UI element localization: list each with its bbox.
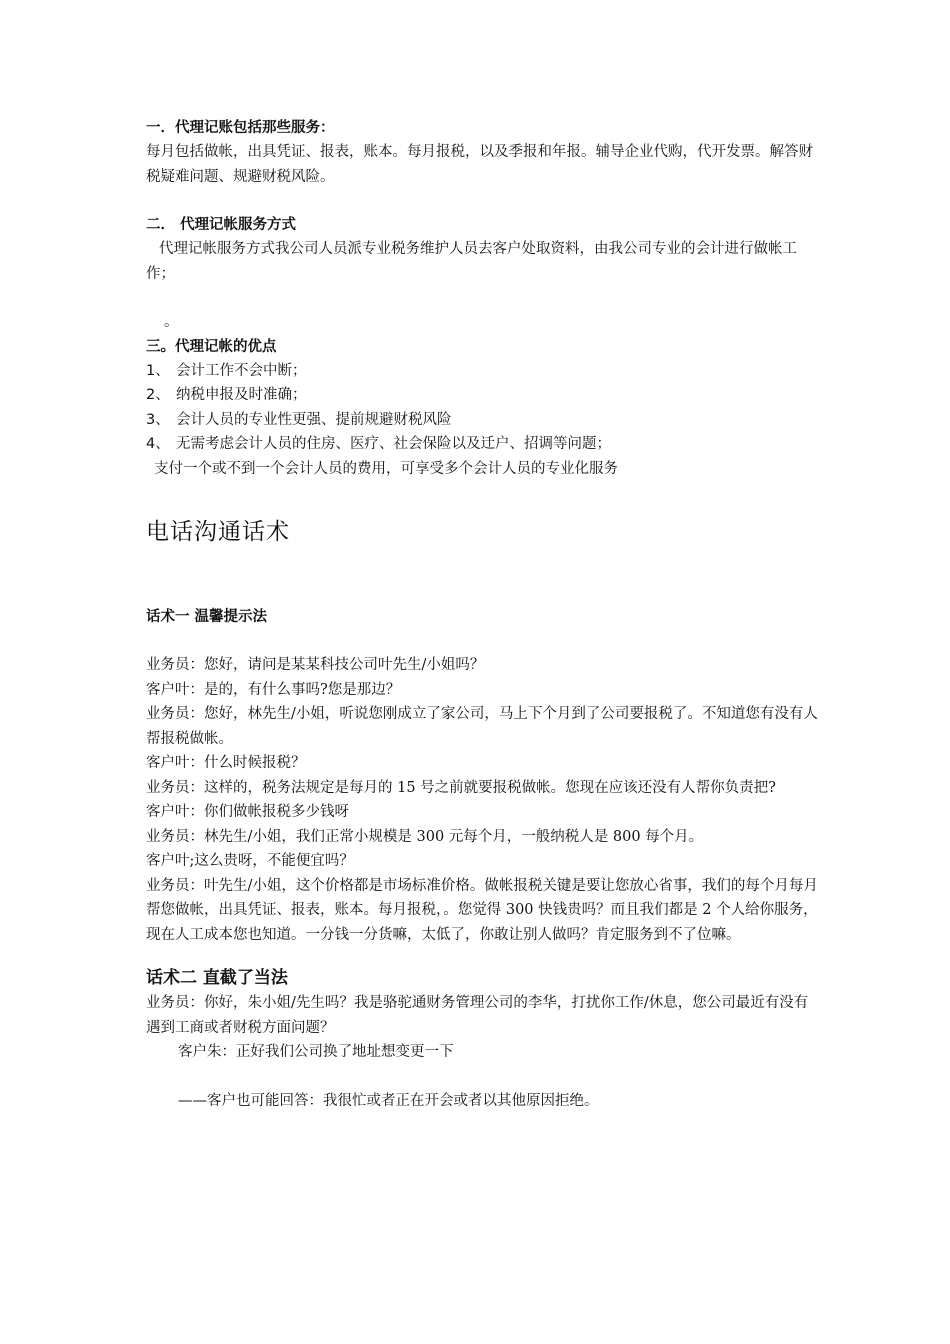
section2-dot: 。 <box>164 314 179 330</box>
advantage-num: 3、 <box>146 411 170 428</box>
advantage-item-3 <box>146 408 821 433</box>
section2-body: 代理记帐服务方式我公司人员派专业税务维护人员去客户处取资料，由我公司专业的会计进行做帐工作； <box>146 241 797 282</box>
advantage-num: 2、 <box>146 387 170 403</box>
script2-line-2: 客户朱：正好我们公司换了地址想变更一下 <box>178 1044 454 1060</box>
script1-line-1: 业务员：您好，请问是某某科技公司叶先生/小姐吗？ <box>146 657 485 673</box>
section1-heading: 一．代理记账包括那些服务： <box>146 120 335 136</box>
advantage-item-1 <box>146 359 821 384</box>
section3-footer: 支付一个或不到一个会计人员的费用，可享受多个会计人员的专业化服务 <box>154 460 618 477</box>
script1-line-9: 业务员：叶先生/小姐，这个价格都是市场标准价格。做帐报税关键是要让您放心省事，我们的每个月每月帮您做帐，出具凭证、报表，账本。每月报税，。您觉得 300 快钱贵吗？而且我们都是 2 个人给你服务，现在人工成本您也知道。一分钱一分货嘛，太低了，你敢让别人做吗？肯定服务到不了位嘛。 <box>146 877 818 943</box>
section3-heading: 三。代理记帐的优点 <box>146 338 277 355</box>
script1-line-3: 业务员：您好，林先生/小姐，听说您刚成立了家公司，马上下个月到了公司要报税了。不知道您有没有人帮报税做帐。 <box>146 706 818 747</box>
script1-line-8: 客户叶;这么贵呀，不能便宜吗？ <box>146 853 354 869</box>
advantage-text: 会计人员的专业性更强、提前规避财税风险 <box>176 411 452 428</box>
advantage-num: 1、 <box>146 362 170 379</box>
spacer <box>146 1065 821 1089</box>
advantage-text: 纳税申报及时准确； <box>176 387 307 403</box>
script1-line-7: 业务员：林先生/小姐，我们正常小规模是 300 元每个月，一般纳税人是 800 每个月。 <box>146 828 704 845</box>
document-content <box>146 116 821 1113</box>
section1-body: 每月包括做帐，出具凭证、报表，账本。每月报税，以及季报和年报。辅导企业代购，代开发票。解答财税疑难问题、规避财税风险。 <box>146 144 813 185</box>
spacer <box>146 629 821 653</box>
script1-line-2: 客户叶：是的，有什么事吗?您是那边？ <box>146 681 401 698</box>
advantage-item-2 <box>146 383 821 408</box>
spacer <box>146 547 821 605</box>
advantage-item-4 <box>146 432 821 457</box>
section2-heading: 二． 代理记帐服务方式 <box>146 217 297 233</box>
script1-line-5: 业务员：这样的，税务法规定是每月的 15 号之前就要报税做帐。您现在应该还没有人帮你负责把? <box>146 779 776 796</box>
spacer <box>146 947 821 965</box>
advantage-text: 会计工作不会中断； <box>176 362 307 379</box>
advantage-num: 4、 <box>146 436 170 452</box>
script1-line-6: 客户叶：你们做帐报税多少钱呀 <box>146 804 349 820</box>
phone-script-title: 电话沟通话术 <box>146 519 290 545</box>
script2-line-1: 业务员：你好，朱小姐/先生吗？我是骆驼通财务管理公司的李华，打扰你工作/休息，您公司最近有没有遇到工商或者财税方面问题？ <box>146 995 809 1036</box>
spacer <box>146 286 821 310</box>
script2-title: 话术二 直截了当法 <box>146 968 288 988</box>
script2-line-3: ——客户也可能回答：我很忙或者正在开会或者以其他原因拒绝。 <box>178 1092 599 1109</box>
advantage-text: 无需考虑会计人员的住房、医疗、社会保险以及迁户、招调等问题； <box>176 436 611 452</box>
spacer <box>146 189 821 213</box>
script1-title: 话术一 温馨提示法 <box>146 609 268 625</box>
script1-line-4: 客户叶：什么时候报税？ <box>146 755 306 771</box>
